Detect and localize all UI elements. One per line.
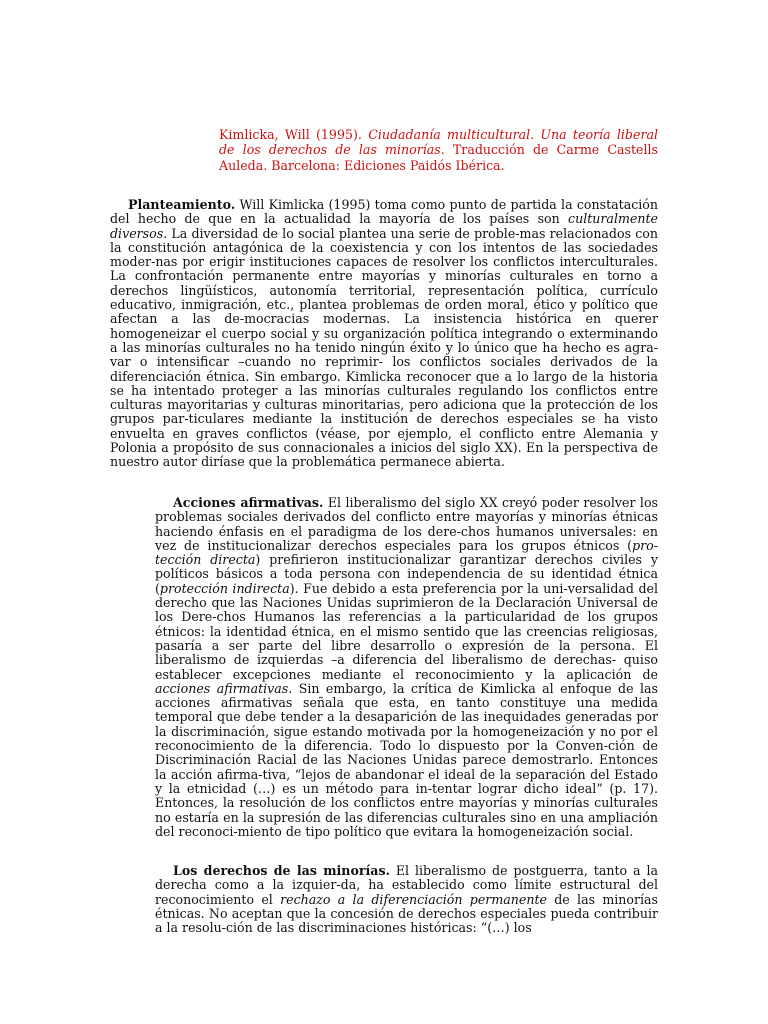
paragraph-emphasis: acciones afirmativas — [155, 680, 289, 696]
paragraph-derechos-minorias — [155, 864, 658, 935]
paragraph-planteamiento — [110, 198, 658, 470]
citation-publisher: Traducción de Carme Castells Auleda. Barcelona: Ediciones Paidós Ibérica. — [219, 142, 659, 173]
paragraph-emphasis: pro-tección directa — [155, 537, 658, 568]
paragraph-heading: Planteamiento. — [128, 197, 236, 212]
paragraph-heading: Los derechos de las minorías. — [173, 863, 390, 878]
paragraph-acciones-afirmativas — [155, 496, 658, 839]
paragraph-emphasis: protección indirecta — [159, 580, 290, 596]
paragraph-text: ) prefirieron institucionalizar garantizar derechos civiles y políticos básicos a toda persona con independencia de su identidad étnica ( — [155, 552, 659, 596]
paragraph-text: El liberalismo del siglo XX creyó poder resolver los problemas sociales derivados del conflicto entre mayorías y minorías étnicas haciendo énfasis en el paradigma de los dere-chos humanos universales: en vez de institucionalizar derechos especiales para los grupos étnicos ( — [155, 495, 658, 553]
bibliographic-citation — [219, 127, 658, 173]
paragraph-text: . Sin embargo, la crítica de Kimlicka al enfoque de las acciones afirmativas señala que esta, en tanto constituye una medida temporal que debe tender a la desaparición de las inequidades generadas por la discriminación, sigue estando motivada por la homogeneización y no por el reconocimiento de la diferencia. Todo lo dispuesto por la Conven-ción de Discriminación Racial de las Naciones Unidas parece demostrarlo. Entonces la acción afirma-tiva, “lejos de abandonar el ideal de la separación del Estado y la etnicidad (…) es un método para in-tentar lograr dicho ideal” (p. 17). Entonces, la resolución de los conflictos entre mayorías y minorías culturales no estaría en la supresión de las diferencias culturales sino en una ampliación del reconoci-miento de tipo político que evitara la homogeneización social. — [155, 680, 658, 839]
paragraph-emphasis: rechazo a la diferenciación permanente — [280, 891, 547, 907]
paragraph-text: de las minorías étnicas. No aceptan que la concesión de derechos especiales pueda contribuir a la resolu-ción de las discriminaciones históricas: “(…) los — [155, 891, 659, 936]
paragraph-heading: Acciones afirmativas. — [173, 495, 324, 510]
citation-author: Kimlicka, Will (1995). — [219, 127, 369, 142]
citation-title: Ciudadanía multicultural. Una teoría liberal de los derechos de las minorías. — [219, 127, 658, 158]
paragraph-text: Will Kimlicka (1995) toma como punto de partida la constatación del hecho de que en la actualidad la mayoría de los países son — [110, 197, 658, 227]
paragraph-text: ). Fue debido a esta preferencia por la uni-versalidad del derecho que las Naciones Unidas suprimieron de la Declaración Universal de los Dere-chos Humanos las referencias a la particularidad de los grupos étnicos: la identidad étnica, en el mismo sentido que las creencias religiosas, pasaría a ser parte del libre desarrollo o expresión de la persona. El liberalismo de izquierdas –a diferencia del liberalismo de derechas- quiso establecer excepciones mediante el reconocimiento y la aplicación de — [155, 580, 658, 682]
paragraph-text: . La diversidad de lo social plantea una serie de proble-mas relacionados con la constitución antagónica de la coexistencia y con los intentos de las sociedades moder-nas por erigir instituciones capaces de resolver los conflictos interculturales. La confrontación permanente entre mayorías y minorías culturales en torno a derechos lingüísticos, autonomía territorial, representación política, currículo educativo, inmigración, etc., plantea problemas de orden moral, ético y político que afectan a las de-mocracias modernas. La insistencia histórica en querer homogeneizar el cuerpo social y su organización política integrando o exterminando a las minorías culturales no ha tenido ningún éxito y lo único que ha hecho es agra-var o intensificar –cuando no reprimir- los conflictos sociales derivados de la diferenciación étnica. Sin embargo. Kimlicka reconocer que a lo largo de la historia se ha intentado proteger a las minorías culturales regulando los conflictos entre culturas mayoritarias y culturas minoritarias, pero adiciona que la protección de los grupos par-ticulares mediante la institución de derechos especiales se ha visto envuelta en graves conflictos (véase, por ejemplo, el conflicto entre Alemania y Polonia a propósito de sus connacionales a inicios del siglo XX). En la perspectiva de nuestro autor diríase que la problemática permanece abierta. — [110, 225, 658, 470]
paragraph-emphasis: culturalmente diversos — [110, 211, 658, 241]
paragraph-text: El liberalismo de postguerra, tanto a la derecha como a la izquier-da, ha establecido como límite estructural del reconocimiento el — [155, 863, 658, 907]
